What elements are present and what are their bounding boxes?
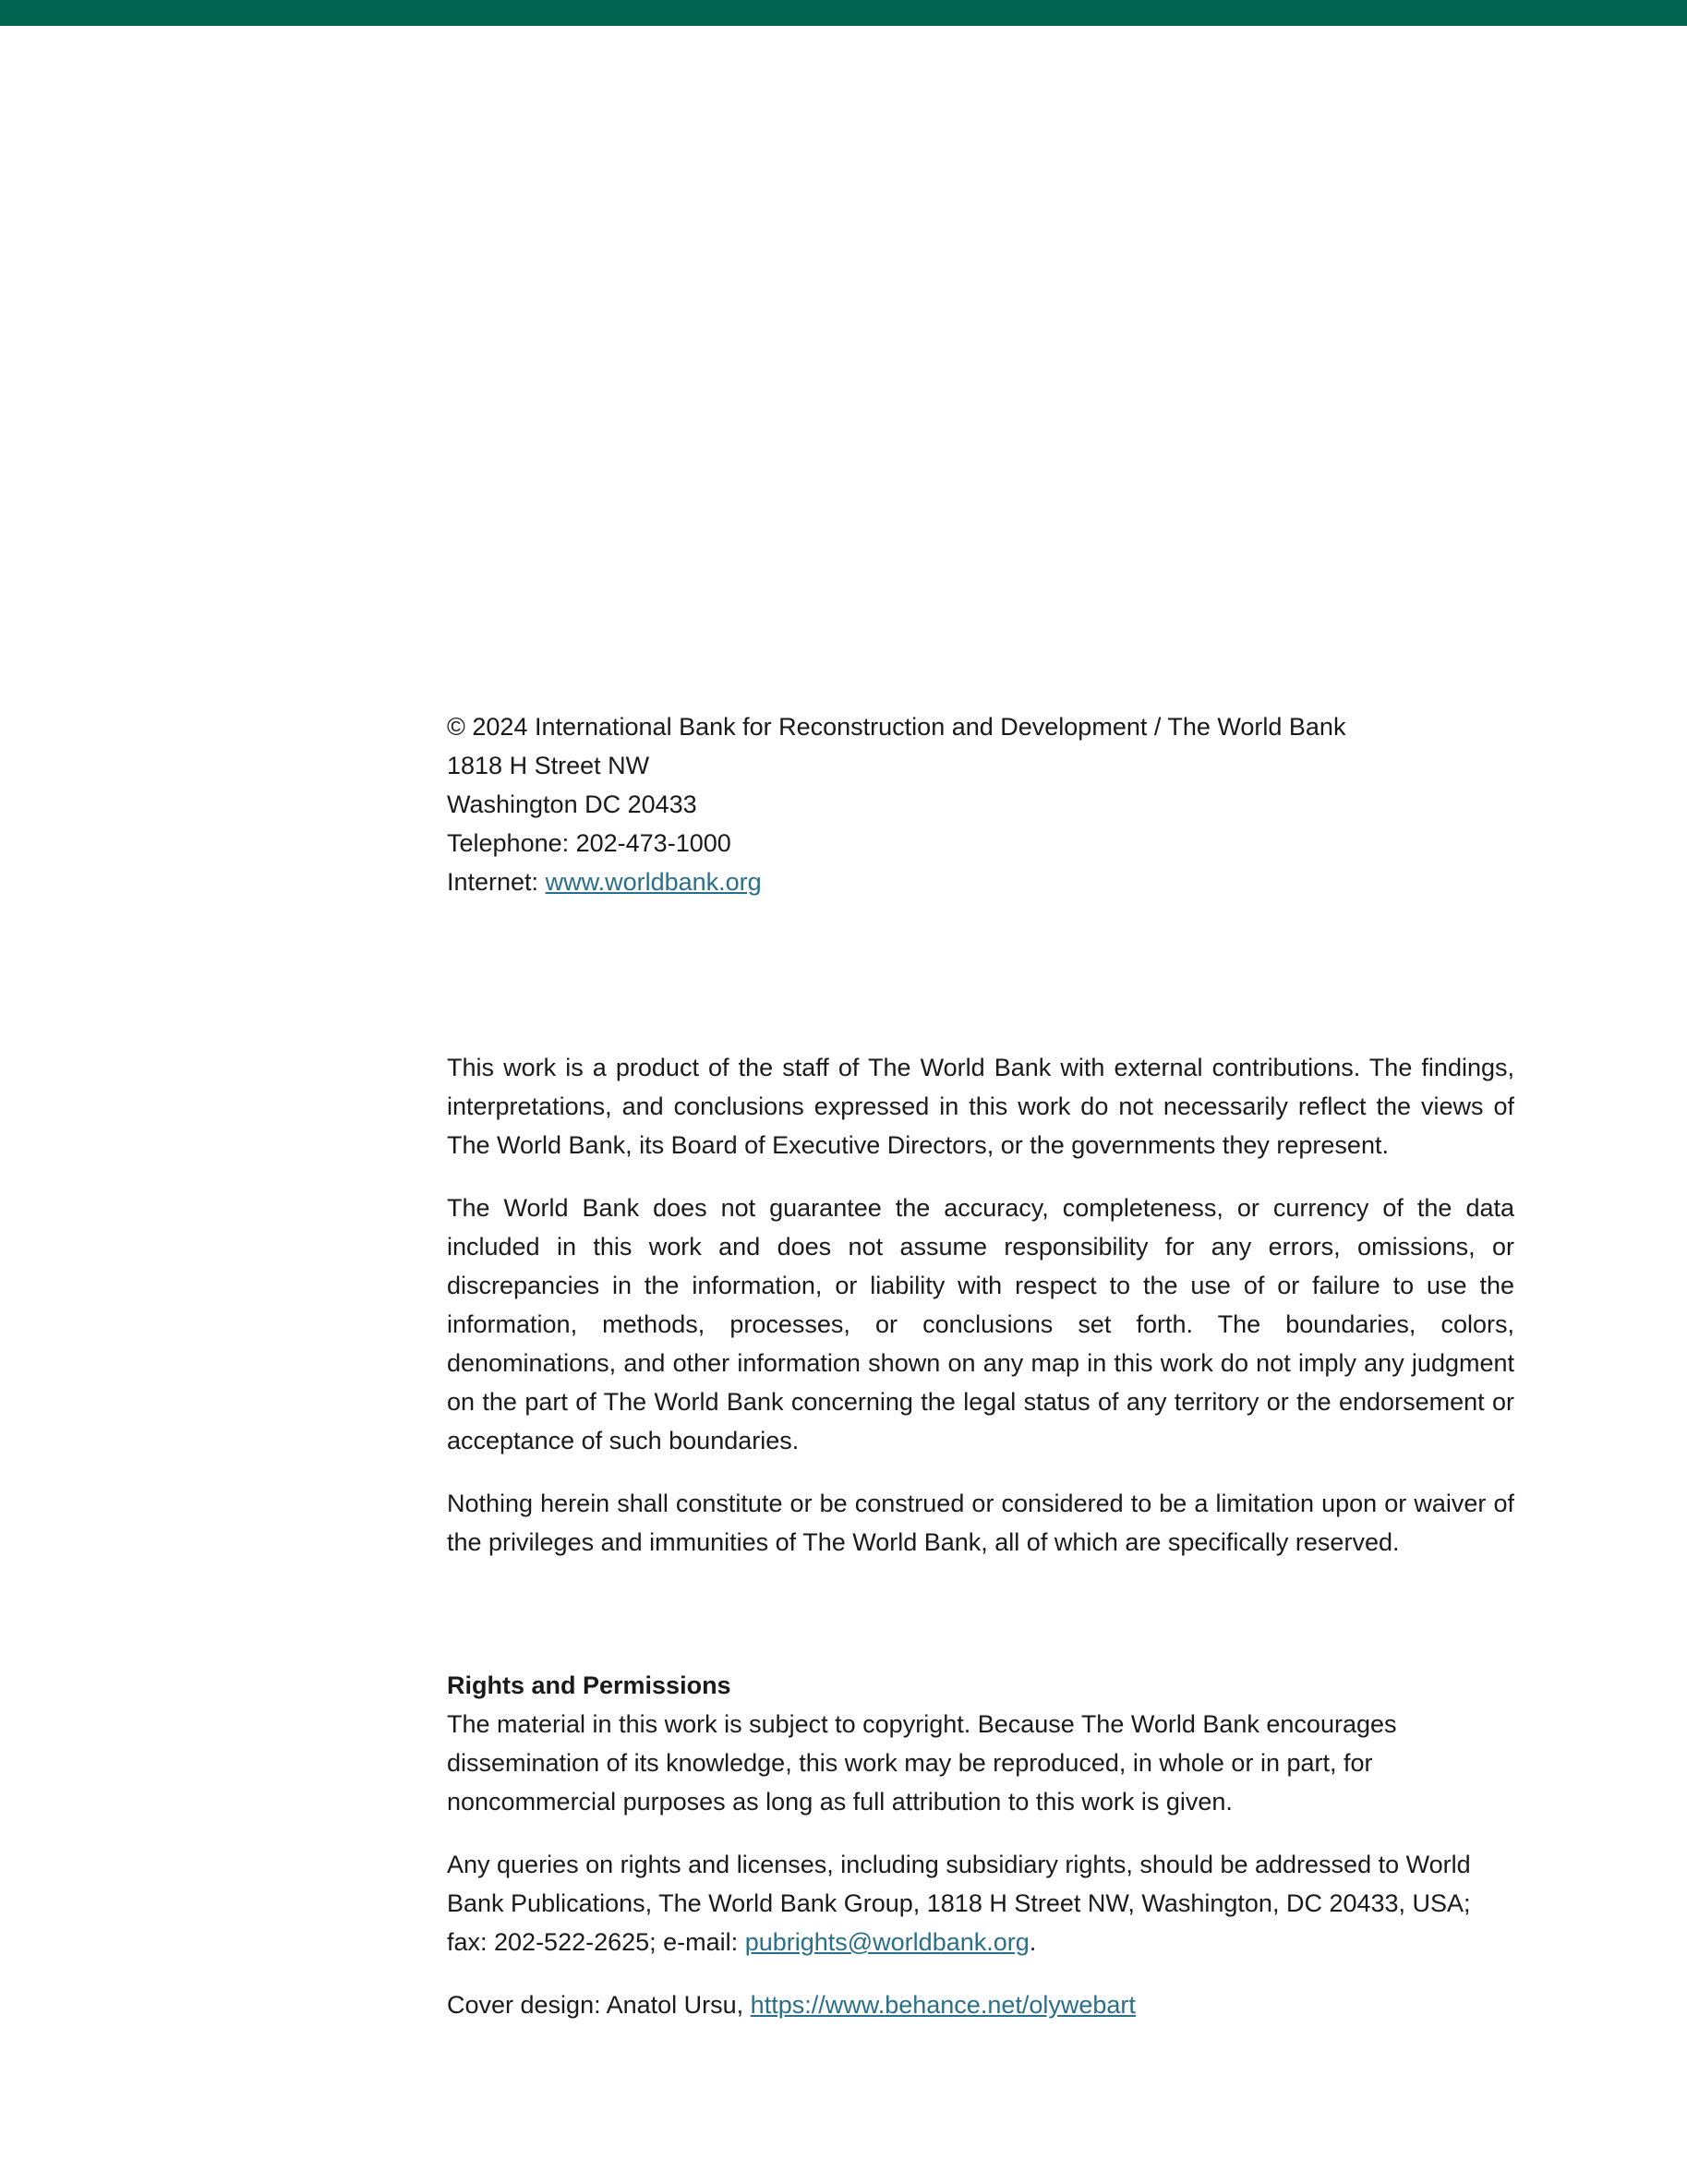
worldbank-website-link[interactable]: www.worldbank.org [545,868,762,896]
internet-label: Internet: [447,868,546,896]
rights-text-1: The material in this work is subject to copyright. Because The World Bank encourages dissemination of its knowledge, this work may be reproduced, in whole or in part, for noncommercial purposes as long as full attribution to this work is given. [447,1710,1397,1816]
rights-paragraph-1 [447,1666,1514,1821]
rights-text-2: Any queries on rights and licenses, including subsidiary rights, should be addressed to World Bank Publications, The World Bank Group, 1818 H Street NW, Washington, DC 20433, USA; fax: 202-522-2625; e-mail: [447,1851,1471,1956]
publisher-address-block [447,707,1514,901]
telephone-line: Telephone: 202-473-1000 [447,829,731,857]
rights-text-2-end: . [1029,1928,1037,1956]
cover-design-line [447,1985,1514,2024]
internet-line [447,863,1514,901]
disclaimer-paragraph-1: This work is a product of the staff of The World Bank with external contributions. The findings, interpretations, and conclusions expressed in this work do not necessarily reflect the views of The World Bank, its Board of Executive Directors, or the governments they represent. [447,1054,1514,1159]
city-line: Washington DC 20433 [447,790,697,818]
rights-paragraph-2 [447,1845,1514,1961]
disclaimer-paragraph-2: The World Bank does not guarantee the accuracy, completeness, or currency of the data included in this work and does not assume responsibility for any errors, omissions, or discrepancies in the information, or liability with respect to the use of or failure to use the information, methods, processes, or conclusions set forth. The boundaries, colors, denominations, and other information shown on any map in this work do not imply any judgment on the part of The World Bank concerning the legal status of any territory or the endorsement or acceptance of such boundaries. [447,1194,1514,1454]
copyright-line: © 2024 International Bank for Reconstruction and Development / The World Bank [447,713,1346,741]
street-line: 1818 H Street NW [447,752,650,779]
cover-designer-link[interactable]: https://www.behance.net/olywebart [750,1991,1136,2019]
cover-design-label: Cover design: Anatol Ursu, [447,1991,751,2019]
top-color-bar [0,0,1687,26]
rights-heading: Rights and Permissions [447,1671,731,1699]
disclaimer-section [447,1048,1514,1586]
pubrights-email-link[interactable]: pubrights@worldbank.org [744,1928,1030,1956]
rights-section [447,1666,1514,2048]
disclaimer-paragraph-3: Nothing herein shall constitute or be construed or considered to be a limitation upon or waiver of the privileges and immunities of The World Bank, all of which are specifically reserved. [447,1490,1514,1556]
